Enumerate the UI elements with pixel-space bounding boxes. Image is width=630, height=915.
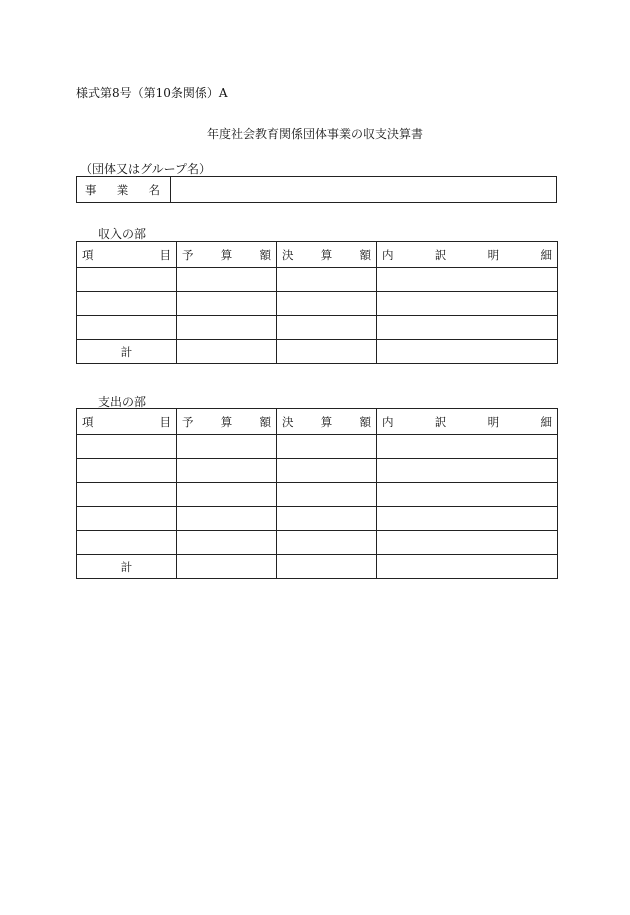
item-cell[interactable]	[77, 435, 177, 459]
header-char: 細	[540, 414, 552, 429]
project-name-label-char: 業	[116, 182, 129, 197]
document-title: 年度社会教育関係団体事業の収支決算書	[206, 127, 423, 141]
header-char: 細	[540, 247, 552, 262]
header-item	[77, 409, 177, 435]
breakdown-cell[interactable]	[377, 459, 558, 483]
table-row	[77, 435, 558, 459]
header-char: 予	[182, 414, 194, 429]
header-char: 項	[82, 414, 94, 429]
breakdown-cell[interactable]	[377, 507, 558, 531]
header-char: 明	[487, 414, 500, 429]
header-char: 算	[320, 247, 333, 262]
total-row	[77, 340, 558, 364]
settlement-cell[interactable]	[277, 459, 377, 483]
form-number: 様式第8号（第10条関係）A	[76, 86, 228, 100]
header-char: 額	[259, 247, 271, 262]
header-char: 予	[182, 247, 194, 262]
header-settlement	[277, 242, 377, 268]
settlement-cell[interactable]	[277, 435, 377, 459]
header-char: 訳	[434, 414, 447, 429]
settlement-cell[interactable]	[277, 507, 377, 531]
breakdown-cell[interactable]	[377, 316, 558, 340]
header-char: 訳	[434, 247, 447, 262]
budget-cell[interactable]	[177, 483, 277, 507]
table-row	[77, 292, 558, 316]
header-char: 目	[159, 247, 171, 262]
header-char: 算	[220, 247, 233, 262]
header-char: 額	[259, 414, 271, 429]
budget-cell[interactable]	[177, 435, 277, 459]
table-row	[77, 507, 558, 531]
budget-total-cell[interactable]	[177, 340, 277, 364]
budget-cell[interactable]	[177, 459, 277, 483]
header-char: 内	[382, 414, 394, 429]
item-cell[interactable]	[77, 507, 177, 531]
item-cell[interactable]	[77, 459, 177, 483]
income-section-title: 収入の部	[98, 227, 147, 241]
settlement-cell[interactable]	[277, 316, 377, 340]
item-cell[interactable]	[77, 292, 177, 316]
table-row	[77, 483, 558, 507]
expense-section-title: 支出の部	[98, 395, 147, 409]
table-row	[77, 316, 558, 340]
item-cell[interactable]	[77, 316, 177, 340]
header-char: 算	[220, 414, 233, 429]
settlement-total-cell[interactable]	[277, 340, 377, 364]
budget-cell[interactable]	[177, 268, 277, 292]
table-row	[77, 268, 558, 292]
expense-header-row	[77, 409, 558, 435]
total-label: 計	[77, 340, 177, 364]
budget-total-cell[interactable]	[177, 555, 277, 579]
settlement-cell[interactable]	[277, 268, 377, 292]
project-name-label-char: 名	[148, 182, 160, 197]
breakdown-cell[interactable]	[377, 531, 558, 555]
expense-table	[76, 408, 558, 579]
settlement-total-cell[interactable]	[277, 555, 377, 579]
settlement-cell[interactable]	[277, 531, 377, 555]
project-name-label-cell	[77, 177, 171, 203]
settlement-cell[interactable]	[277, 292, 377, 316]
item-cell[interactable]	[77, 268, 177, 292]
breakdown-cell[interactable]	[377, 268, 558, 292]
breakdown-cell[interactable]	[377, 483, 558, 507]
project-name-table	[76, 176, 557, 203]
total-label: 計	[77, 555, 177, 579]
income-header-row	[77, 242, 558, 268]
project-name-label-char: 事	[85, 182, 97, 197]
header-settlement	[277, 409, 377, 435]
header-char: 決	[282, 414, 294, 429]
breakdown-total-cell[interactable]	[377, 340, 558, 364]
item-cell[interactable]	[77, 531, 177, 555]
settlement-cell[interactable]	[277, 483, 377, 507]
header-char: 算	[320, 414, 333, 429]
header-char: 目	[159, 414, 171, 429]
header-char: 額	[359, 414, 371, 429]
header-breakdown	[377, 242, 558, 268]
breakdown-total-cell[interactable]	[377, 555, 558, 579]
header-breakdown	[377, 409, 558, 435]
header-budget	[177, 409, 277, 435]
header-char: 決	[282, 247, 294, 262]
breakdown-cell[interactable]	[377, 435, 558, 459]
budget-cell[interactable]	[177, 292, 277, 316]
group-name-caption: （団体又はグループ名）	[80, 162, 212, 176]
header-char: 項	[82, 247, 94, 262]
item-cell[interactable]	[77, 483, 177, 507]
header-char: 額	[359, 247, 371, 262]
header-char: 内	[382, 247, 394, 262]
breakdown-cell[interactable]	[377, 292, 558, 316]
project-name-field[interactable]	[171, 177, 557, 203]
table-row	[77, 459, 558, 483]
header-char: 明	[487, 247, 500, 262]
budget-cell[interactable]	[177, 531, 277, 555]
header-item	[77, 242, 177, 268]
budget-cell[interactable]	[177, 316, 277, 340]
header-budget	[177, 242, 277, 268]
total-row	[77, 555, 558, 579]
table-row	[77, 531, 558, 555]
income-table	[76, 241, 558, 364]
budget-cell[interactable]	[177, 507, 277, 531]
